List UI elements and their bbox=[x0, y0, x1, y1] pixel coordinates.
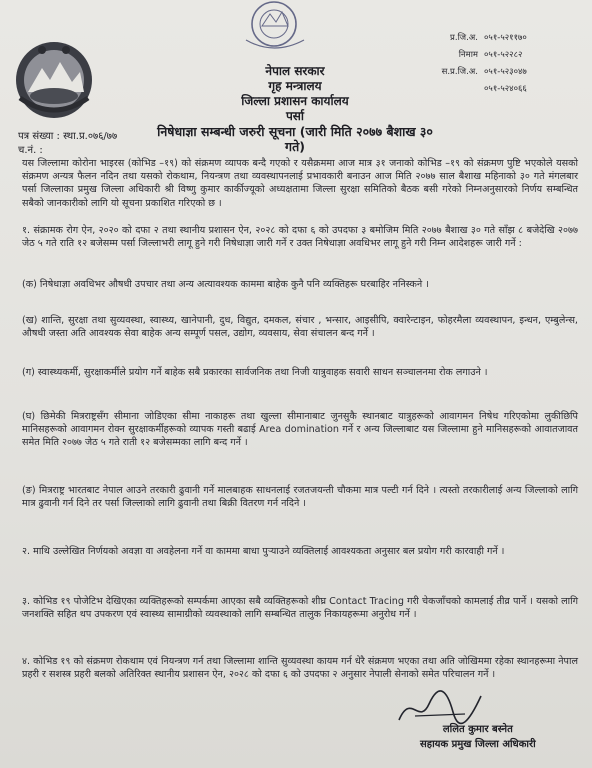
contact-row: स.प्र.जि.अ. ०५१-५२३०४७ bbox=[441, 67, 527, 77]
district-name: पर्सा bbox=[285, 109, 305, 123]
ministry-name: गृह मन्त्रालय bbox=[268, 79, 322, 93]
nepal-emblem-icon bbox=[12, 38, 96, 122]
order-ga: (ग) स्वास्थ्यकर्मी, सुरक्षाकर्मीले प्रयोग गर्ने बाहेक सबै प्रकारका सार्वजनिक तथा निजी यात्रुवाहक सवारी साधन सञ्चालनमा रोक लगाउने । bbox=[22, 367, 488, 378]
signatory-title: सहायक प्रमुख जिल्ला अधिकारी bbox=[420, 739, 536, 750]
contact-row: ०५१-५२४०६६ bbox=[484, 84, 527, 94]
contact-row: निमाम ०५१-५२२८२ bbox=[458, 50, 523, 60]
dispatch-number: च.नं. : bbox=[18, 145, 43, 156]
decision-paragraph-4: ४. कोभिड १९ को संक्रमण रोकथाम एवं नियन्त्रण गर्न तथा जिल्लामा शान्ति सुव्यवस्था कायम गर्न धेरै संक्रमण भएका तथा अति जोखिममा रहेका स्थानहरूमा नेपाल प्रहरी र सशस्त्र प्रहरी बलको अतिरिक्त स्थानीय प्रशासन ऐन, २०२८ को दफा ६ को उपदफा २ अनुसार नेपाली सेनाको समेत परिचालन गर्ने । bbox=[22, 656, 578, 681]
letter-number: पत्र संख्या : स्था.प्र.०७६/७७ bbox=[18, 131, 118, 142]
decision-paragraph-1: १. संक्रामक रोग ऐन, २०२० को दफा २ तथा स्थानीय प्रशासन ऐन, २०२८ को दफा ६ को उपदफा ३ बमोजिम मिति २०७७ बैशाख ३० गते साँझ ८ बजेदेखि २०७७ जेठ ५ गते राति १२ बजेसम्म पर्सा जिल्लाभरी लागू हुने गरी निषेधाज्ञा जारी गर्ने र उक्त निषेधाज्ञा अवधिभर लागू हुने गरी निम्न आदेशहरू जारी गर्ने : bbox=[22, 225, 578, 250]
intro-paragraph: यस जिल्लामा कोरोना भाइरस (कोभिड –१९) को संक्रमण व्यापक बन्दै गएको र यसैक्रममा आज मात्र ३१ जनाको कोभिड –१९ को संक्रमण पुष्टि भएकोले यसको संक्रमण अन्यत्र फैलन नदिन तथा यसको रोकथाम, नियन्त्रण तथा व्यवस्थापनलाई प्रभावकारी बनाउन आज मिति २०७७ साल बैशाख महिनाको ३० गते मंगलबार पर्सा जिल्लाका प्रमुख जिल्ला अधिकारी श्री विष्णु कुमार कार्कीज्यूको अध्यक्षतामा जिल्ला सुरक्षा समितिको बैठक बसी गरेको निम्नअनुसारको निर्णय सम्बन्धित सबैको जानकारीको लागि यो सूचना प्रकाशित गरिएको छ । bbox=[22, 158, 578, 209]
decision-paragraph-2: २. माथि उल्लेखित निर्णयको अवज्ञा वा अवहेलना गर्ने वा काममा बाधा पुर्‍याउने व्यक्तिलाई आवश्यकता अनुसार बल प्रयोग गरी कारवाही गर्ने । bbox=[22, 546, 505, 557]
contact-numbers bbox=[430, 30, 527, 98]
notice-title: निषेधाज्ञा सम्बन्धी जरुरी सूचना (जारी मिति २०७७ बैशाख ३० गते) bbox=[157, 124, 433, 154]
order-gha: (घ) छिमेकी मित्रराष्ट्रसँग सीमाना जोडिएका सीमा नाकाहरू तथा खुल्ला सीमानाबाट जुनसुकै स्थानबाट यात्रुहरूको आवागमन निषेध गरिएकोमा लुकीछिपि मानिसहरूको आवागमन रोक्न सुरक्षाकर्मीहरूको व्यापक गस्ती बढाई Area domination गर्ने र अन्य जिल्लाबाट यस जिल्लामा हुने मानिसहरूको आवातजावत समेत मिति २०७७ जेठ ५ गते राती १२ बजेसम्मका लागि बन्द गर्ने । bbox=[22, 411, 578, 449]
order-ka: (क) निषेधाज्ञा अवधिभर औषधी उपचार तथा अन्य अत्यावश्यक काममा बाहेक कुनै पनि व्यक्तिहरू घरबाहिर ननिस्कने । bbox=[22, 279, 429, 290]
contact-row: प्र.जि.अ. ०५१-५२११७० bbox=[450, 33, 527, 43]
order-nga: (ङ) मित्रराष्ट्र भारतबाट नेपाल आउने तरकारी ढुवानी गर्ने मालबाहक साधनलाई रजतजयन्ती चौकमा मात्र पल्टी गर्न दिने । त्यस्तो तरकारीलाई अन्य जिल्लाको लागि मात्र ढुवानी गर्न दिने तर पर्सा जिल्लाको लागि ढुवानी तथा बिक्री वितरण गर्न नदिने । bbox=[22, 485, 578, 510]
government-name: नेपाल सरकार bbox=[265, 64, 325, 78]
decision-paragraph-3: ३. कोभिड १९ पोजेटिभ देखिएका व्यक्तिहरूको सम्पर्कमा आएका सबै व्यक्तिहरूको शीघ्र Contact Tracing गरी चेकजाँचको कामलाई तीव्र पार्ने । यसको लागि जनशक्ति सहित थप उपकरण एवं स्वास्थ्य सामाग्रीको व्यवस्थाको लागि सम्बन्धित तालुक निकायहरूमा अनुरोध गर्ने । bbox=[22, 596, 578, 621]
office-stamp-icon bbox=[236, 0, 312, 52]
letterhead bbox=[150, 64, 440, 154]
signature-block bbox=[420, 722, 536, 752]
signatory-name: ललित कुमार बस्नेत bbox=[442, 724, 513, 735]
office-name: जिल्ला प्रशासन कार्यालय bbox=[241, 94, 349, 108]
order-kha: (ख) शान्ति, सुरक्षा तथा सुव्यवस्था, स्वास्थ्य, खानेपानी, दुध, विद्युत, दमकल, संचार , भन्सार, आइसीपि, क्वारेन्टाइन, फोहरमैला व्यवस्थापन, इन्धन, एम्बुलेन्स, औषधी जस्ता अति आवश्यक सेवा बाहेक अन्य सम्पूर्ण पसल, उद्योग, व्यवसाय, सेवा संचालन बन्द गर्ने । bbox=[22, 315, 578, 340]
